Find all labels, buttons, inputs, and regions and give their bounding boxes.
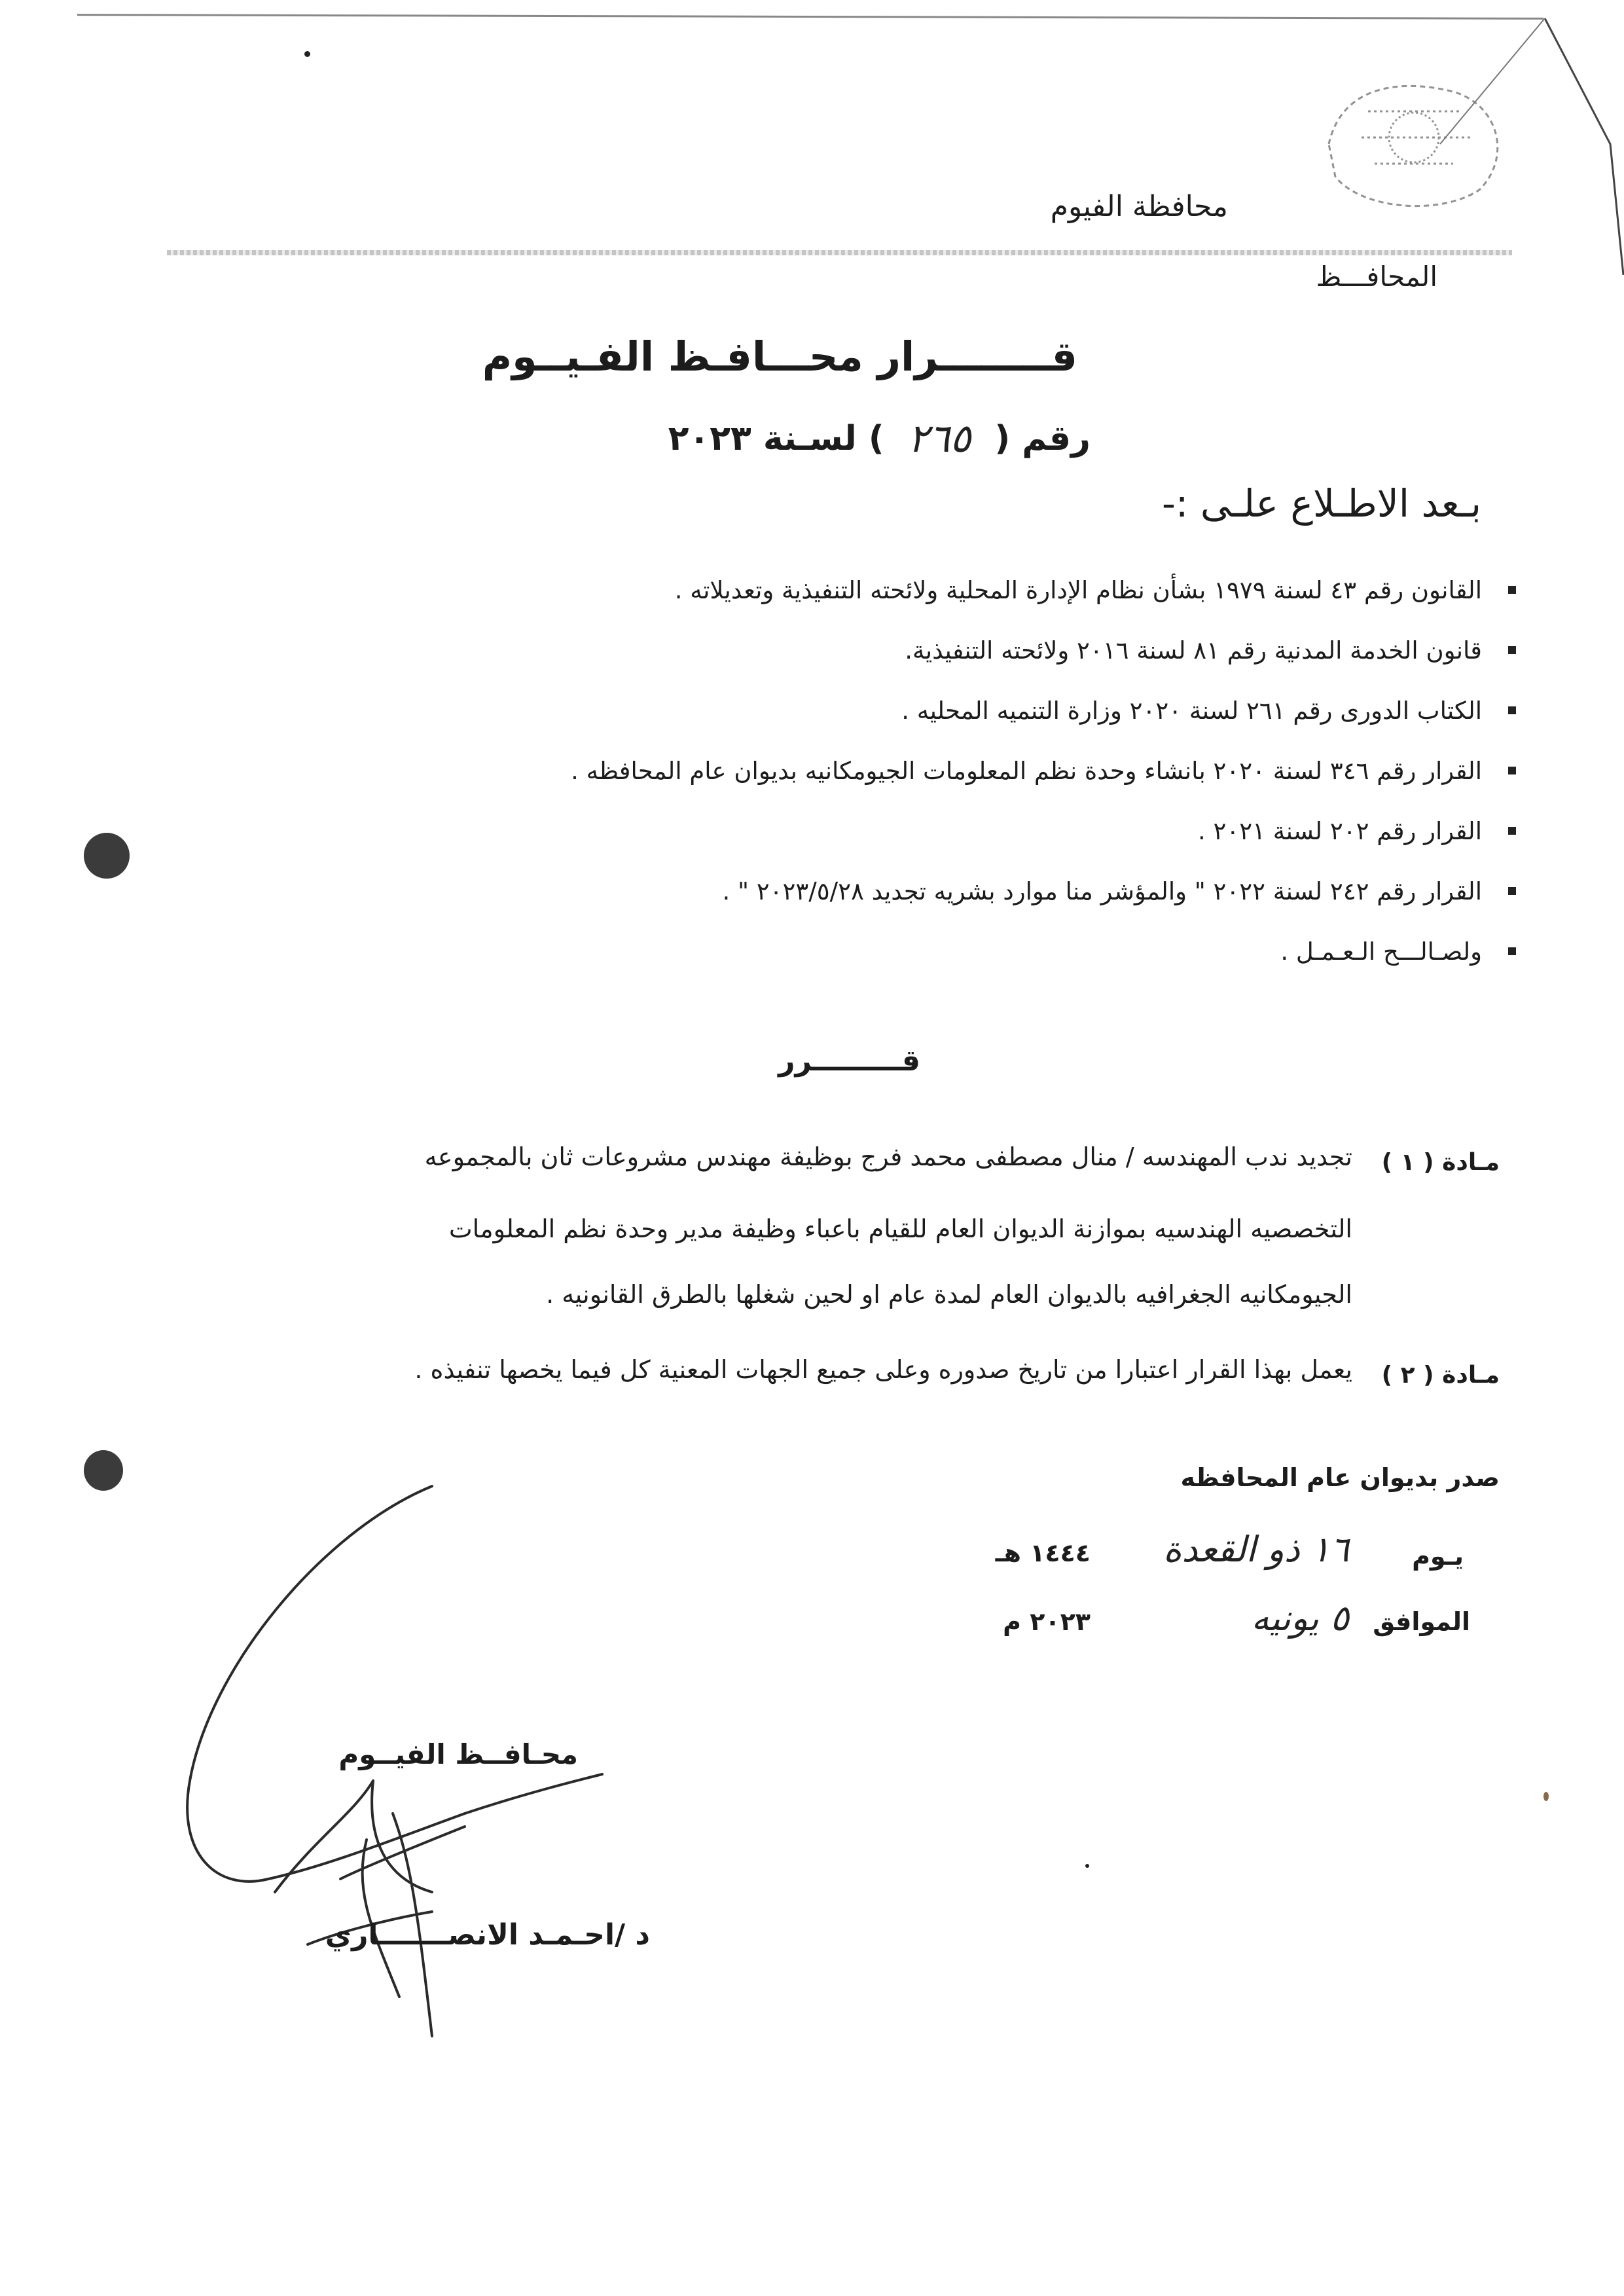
preamble-heading: بـعد الاطـلاع علـى :- <box>1161 481 1481 526</box>
list-item <box>109 861 1516 921</box>
reference-list <box>109 560 1516 981</box>
decision-year: ) لسـنة ٢٠٢٣ <box>668 419 884 458</box>
article-2-line-1: يعمل بهذا القرار اعتبارا من تاريخ صدوره وعلى جميع الجهات المعنية كل فيما يخصها تنفيذه . <box>414 1355 1352 1384</box>
corresponding-label: الموافق <box>1373 1607 1470 1636</box>
page-title: قــــــــرار محـــافـظ الفـيــوم <box>482 333 1077 380</box>
signatory-title: محـافــظ الفيــوم <box>338 1738 578 1770</box>
scan-speck <box>1085 1864 1089 1868</box>
scan-top-edge <box>77 14 1543 20</box>
binder-hole-bottom <box>84 1450 123 1491</box>
official-seal <box>1303 65 1532 216</box>
list-item <box>109 801 1516 861</box>
gregorian-date-handwritten: ٥ يونيه <box>1251 1597 1349 1639</box>
article-2-label: مـادة ( ٢ ) <box>1381 1362 1500 1389</box>
signatory-name: د /احـمـد الانصـــــــاري <box>325 1918 650 1952</box>
list-item <box>109 740 1516 801</box>
reference-text: قانون الخدمة المدنية رقم ٨١ لسنة ٢٠١٦ ولائحته التنفيذية. <box>905 636 1482 665</box>
office-label: المحافـــظ <box>1316 261 1437 293</box>
list-item <box>109 680 1516 740</box>
decision-number: ٢٦٥ <box>907 416 971 462</box>
bullet-icon <box>1508 947 1516 955</box>
bullet-icon <box>1508 706 1516 714</box>
scan-speck <box>1543 1792 1549 1801</box>
number-label: رقم ( <box>994 419 1091 458</box>
hijri-date-handwritten: ١٦ ذو القعدة <box>1163 1529 1349 1570</box>
bullet-icon <box>1508 767 1516 774</box>
list-item <box>109 620 1516 680</box>
decision-number-line <box>668 416 1091 462</box>
list-item <box>109 560 1516 620</box>
scan-speck <box>304 51 310 57</box>
reference-text: الكتاب الدورى رقم ٢٦١ لسنة ٢٠٢٠ وزارة التنميه المحليه . <box>901 696 1482 725</box>
decision-heading: قـــــــــرر <box>778 1044 920 1078</box>
article-1-label: مـادة ( ١ ) <box>1381 1149 1500 1176</box>
article-1-line-2: التخصصيه الهندسيه بموازنة الديوان العام للقيام باعباء وظيفة مدير وحدة نظم المعلومات <box>448 1214 1352 1243</box>
governorate-name: محافظة الفيوم <box>1050 190 1228 223</box>
reference-text: ولصـالـــح الـعـمـل . <box>1280 937 1482 966</box>
bullet-icon <box>1508 827 1516 835</box>
article-1-line-3: الجيومكانيه الجغرافيه بالديوان العام لمدة عام او لحين شغلها بالطرق القانونيه . <box>546 1280 1352 1309</box>
reference-text: القانون رقم ٤٣ لسنة ١٩٧٩ بشأن نظام الإدارة المحلية ولائحته التنفيذية وتعديلاته . <box>674 575 1482 604</box>
hijri-year: ١٤٤٤ هـ <box>995 1539 1091 1567</box>
day-label: يـوم <box>1412 1542 1464 1571</box>
article-1-line-1: تجديد ندب المهندسه / منال مصطفى محمد فرج بوظيفة مهندس مشروعات ثان بالمجموعه <box>424 1142 1352 1171</box>
gregorian-year: ٢٠٢٣ م <box>1003 1607 1091 1636</box>
list-item <box>109 921 1516 981</box>
reference-text: القرار رقم ٣٤٦ لسنة ٢٠٢٠ بانشاء وحدة نظم المعلومات الجيومكانيه بديوان عام المحافظه . <box>571 756 1482 785</box>
issued-at: صدر بديوان عام المحافظه <box>1180 1463 1500 1492</box>
reference-text: القرار رقم ٢٤٢ لسنة ٢٠٢٢ " والمؤشر منا موارد بشريه تجديد ٢٠٢٣/٥/٢٨ " . <box>722 877 1482 905</box>
bullet-icon <box>1508 887 1516 895</box>
bullet-icon <box>1508 586 1516 594</box>
reference-text: القرار رقم ٢٠٢ لسنة ٢٠٢١ . <box>1197 816 1482 845</box>
bullet-icon <box>1508 646 1516 654</box>
header-divider <box>167 250 1512 255</box>
